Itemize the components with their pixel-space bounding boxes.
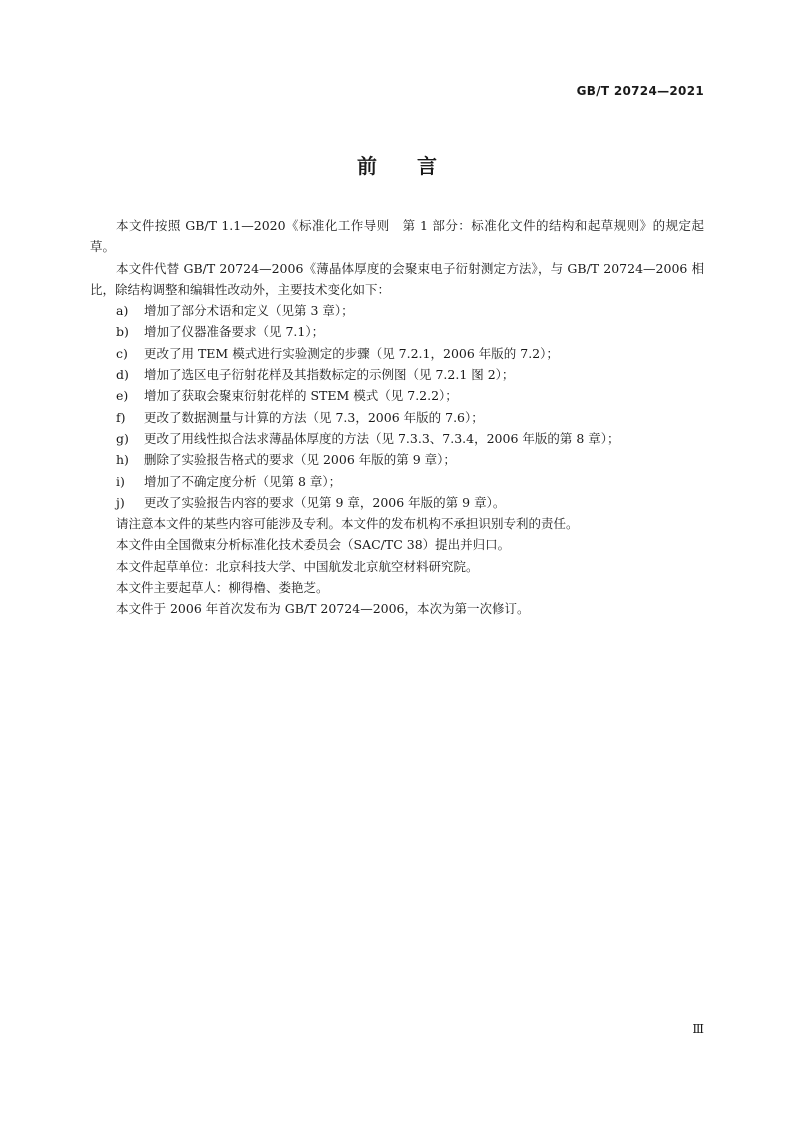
paragraph-publication-history: 本文件于 2006 年首次发布为 GB/T 20724—2006，本次为第一次修订。 (116, 601, 530, 617)
paragraph-drafting-units: 本文件起草单位：北京科技大学、中国航发北京航空材料研究院。 (116, 558, 479, 574)
list-marker: h) (116, 452, 129, 468)
list-item-text: 更改了实验报告内容的要求（见第 9 章，2006 年版的第 9 章）。 (144, 494, 506, 510)
list-item (90, 407, 704, 428)
list-item (90, 300, 704, 321)
list-marker: j) (116, 494, 125, 510)
list-item-text: 更改了用线性拟合法求薄晶体厚度的方法（见 7.3.3、7.3.4，2006 年版的第 8 章）； (144, 430, 620, 446)
paragraph-patent-notice: 请注意本文件的某些内容可能涉及专利。本文件的发布机构不承担识别专利的责任。 (116, 516, 579, 532)
list-item (90, 343, 704, 364)
list-marker: e) (116, 388, 129, 404)
paragraph-replacement: 本文件代替 GB/T 20724—2006《薄晶体厚度的会聚束电子衍射测定方法》，与 GB/T 20724—2006 相比，除结构调整和编辑性改动外，主要技术变化如下： (90, 260, 704, 297)
list-marker: b) (116, 324, 129, 340)
list-item (90, 492, 704, 513)
list-item-text: 增加了仪器准备要求（见 7.1）； (144, 324, 325, 340)
page-title: 前言 (357, 154, 477, 178)
changes-list (90, 300, 704, 513)
paragraph-drafters: 本文件主要起草人：柳得橹、娄艳芝。 (116, 580, 329, 596)
list-item (90, 471, 704, 492)
list-marker: f) (116, 409, 126, 425)
list-item (90, 449, 704, 470)
list-item (90, 385, 704, 406)
list-item-text: 增加了选区电子衍射花样及其指数标定的示例图（见 7.2.1 图 2）； (144, 367, 515, 383)
list-item (90, 364, 704, 385)
list-item (90, 321, 704, 342)
list-item (90, 428, 704, 449)
list-item-text: 更改了数据测量与计算的方法（见 7.3，2006 年版的 7.6）； (144, 409, 484, 425)
list-item-text: 更改了用 TEM 模式进行实验测定的步骤（见 7.2.1，2006 年版的 7.2）； (144, 345, 559, 361)
list-item-text: 增加了获取会聚束衍射花样的 STEM 模式（见 7.2.2）； (144, 388, 458, 404)
list-item-text: 增加了部分术语和定义（见第 3 章）； (144, 303, 354, 319)
paragraph-drafting-rules: 本文件按照 GB/T 1.1—2020《标准化工作导则 第 1 部分：标准化文件的结构和起草规则》的规定起草。 (90, 218, 704, 255)
list-marker: g) (116, 430, 129, 446)
standard-code: GB/T 20724—2021 (576, 84, 704, 98)
page-number: Ⅲ (692, 1022, 704, 1036)
list-marker: c) (116, 345, 128, 361)
list-marker: d) (116, 367, 129, 383)
list-marker: i) (116, 473, 125, 489)
list-item-text: 增加了不确定度分析（见第 8 章）； (144, 473, 342, 489)
list-marker: a) (116, 303, 129, 319)
foreword-body (90, 215, 704, 620)
paragraph-proposer: 本文件由全国微束分析标准化技术委员会（SAC/TC 38）提出并归口。 (116, 537, 511, 553)
list-item-text: 删除了实验报告格式的要求（见 2006 年版的第 9 章）； (144, 452, 456, 468)
